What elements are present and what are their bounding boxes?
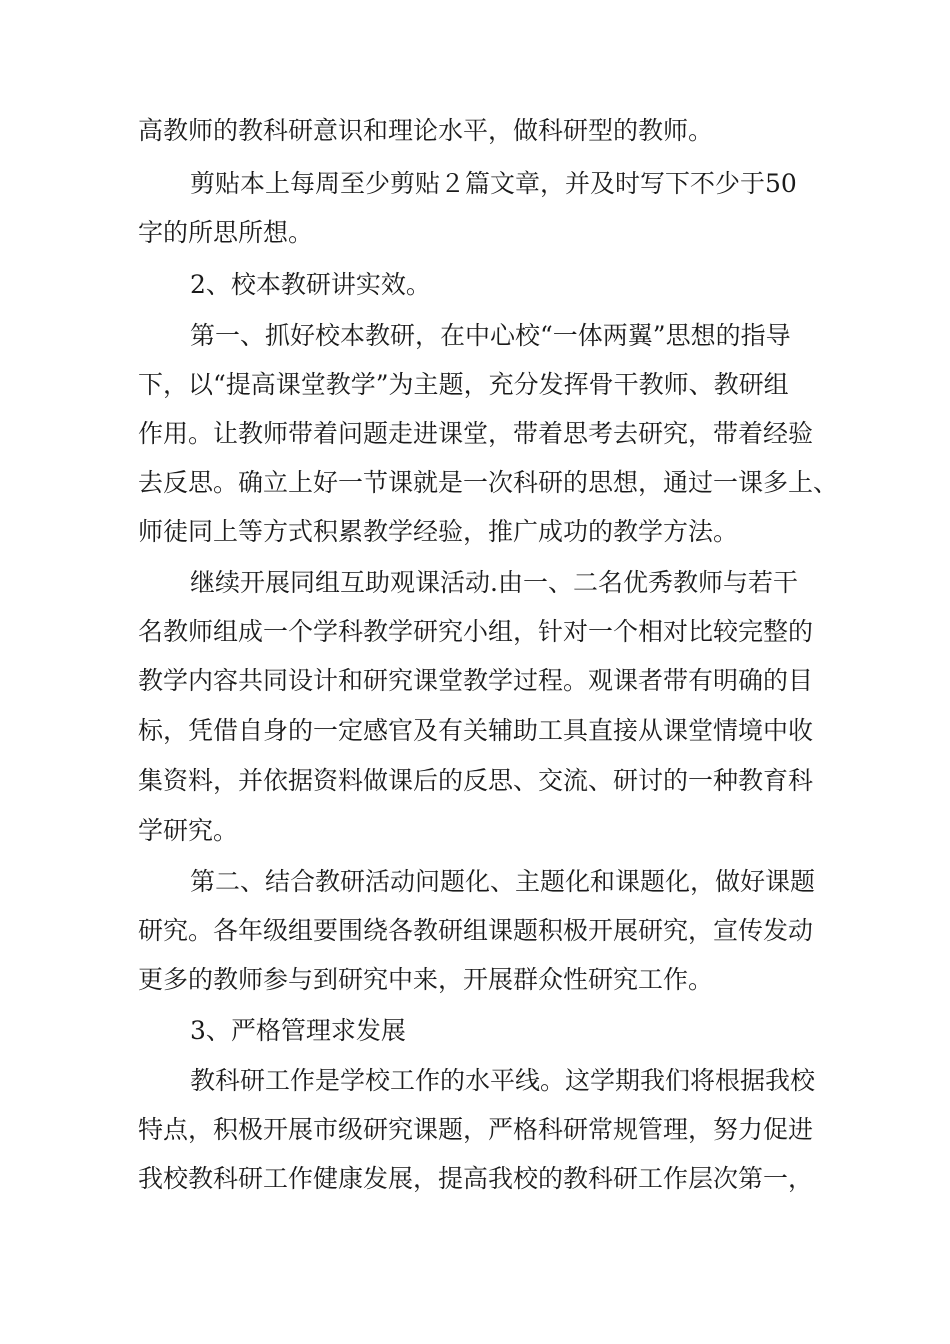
text-line: 下，以“提高课堂教学”为主题，充分发挥骨干教师、教研组	[138, 370, 789, 399]
paragraph-start: 教科研工作是学校工作的水平线。这学期我们将根据我校	[190, 1066, 816, 1095]
text-line: 标，凭借自身的一定感官及有关辅助工具直接从课堂情境中收	[138, 716, 814, 745]
text-line: 我校教科研工作健康发展，提高我校的教科研工作层次第一，	[138, 1164, 814, 1193]
text-line: 研究。各年级组要围绕各教研组课题积极开展研究，宣传发动	[138, 916, 814, 945]
text-line: 特点，积极开展市级研究课题，严格科研常规管理，努力促进	[138, 1115, 814, 1144]
paragraph-start: 继续开展同组互助观课活动.由一、二名优秀教师与若干	[190, 568, 798, 597]
text-line: 学研究。	[138, 816, 239, 845]
text-line: 高教师的教科研意识和理论水平，做科研型的教师。	[138, 116, 714, 145]
paragraph-start: 第一、抓好校本教研，在中心校“一体两翼”思想的指导	[190, 321, 791, 350]
text-line: 更多的教师参与到研究中来，开展群众性研究工作。	[138, 965, 714, 994]
paragraph-start: 剪贴本上每周至少剪贴２篇文章，并及时写下不少于50	[190, 169, 797, 198]
section-heading: 3、严格管理求发展	[190, 1016, 406, 1045]
text-line: 字的所思所想。	[138, 218, 314, 247]
text-line: 师徒同上等方式积累教学经验，推广成功的教学方法。	[138, 517, 739, 546]
text-line: 名教师组成一个学科教学研究小组，针对一个相对比较完整的	[138, 617, 814, 646]
text-line: 集资料，并依据资料做课后的反思、交流、研讨的一种教育科	[138, 766, 814, 795]
text-line: 去反思。确立上好一节课就是一次科研的思想，通过一课多上、	[138, 468, 839, 497]
text-line: 作用。让教师带着问题走进课堂，带着思考去研究，带着经验	[138, 419, 814, 448]
paragraph-start: 第二、结合教研活动问题化、主题化和课题化，做好课题	[190, 867, 816, 896]
text-line: 教学内容共同设计和研究课堂教学过程。观课者带有明确的目	[138, 666, 814, 695]
section-heading: 2、校本教研讲实效。	[190, 270, 431, 299]
